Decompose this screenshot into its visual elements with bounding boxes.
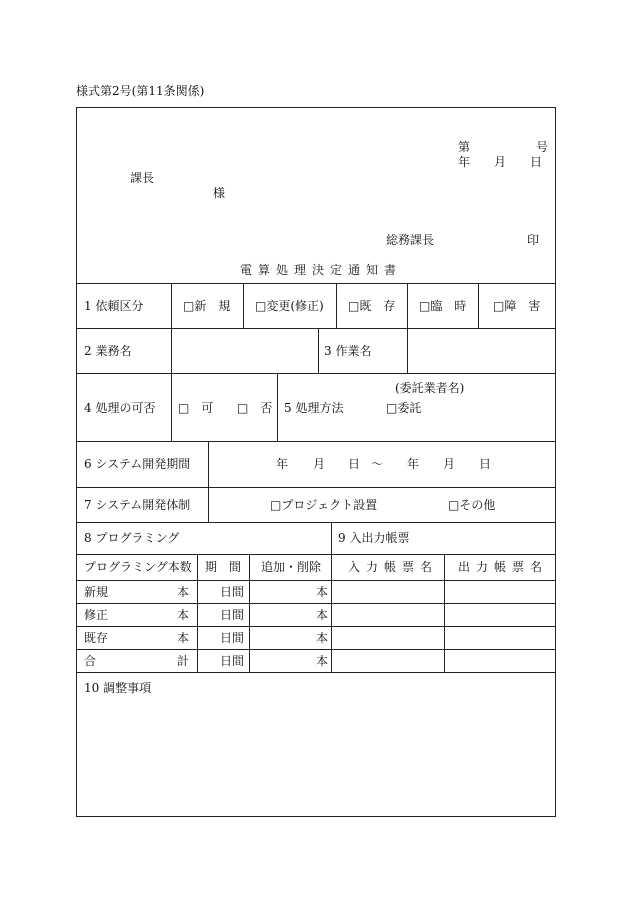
contractor-name-note: (委託業者名) <box>395 381 465 395</box>
request-type-new-checkbox[interactable]: □新 規 <box>183 299 231 313</box>
cell-divider <box>407 328 408 373</box>
feasibility-yes-checkbox[interactable]: □ 可 <box>178 401 214 415</box>
cell-divider <box>171 328 172 373</box>
table-row-period: 日間 <box>220 631 245 645</box>
cell-divider <box>171 283 172 328</box>
table-row-type: 修正 <box>84 608 109 622</box>
table-row-unit: 本 <box>177 608 190 622</box>
remarks-field[interactable] <box>78 698 554 814</box>
addressee-title: 課長 <box>130 171 155 185</box>
io-forms-label: 9 入出力帳票 <box>338 531 410 545</box>
dev-structure-project-checkbox[interactable]: □プロジェクト設置 <box>270 498 378 512</box>
table-row-add-delete: 本 <box>316 654 329 668</box>
programming-label: 8 プログラミング <box>84 531 180 545</box>
issuer-title: 総務課長 <box>386 233 435 247</box>
number-dai: 第 <box>458 140 471 154</box>
dev-period-to-month: 月 <box>443 457 456 471</box>
cell-divider <box>208 441 209 522</box>
dev-period-tilde: ～ <box>371 457 384 471</box>
cell-divider <box>444 554 445 672</box>
cell-divider <box>318 328 319 373</box>
row-divider <box>77 603 555 604</box>
form-box <box>76 107 556 817</box>
addressee-honorific: 様 <box>213 186 226 200</box>
request-type-change-checkbox[interactable]: □変更(修正) <box>255 299 324 313</box>
cell-divider <box>171 373 172 441</box>
feasibility-label: 4 処理の可否 <box>84 401 156 415</box>
cell-divider <box>336 283 337 328</box>
table-row-type: 既存 <box>84 631 109 645</box>
table-row-add-delete: 本 <box>316 585 329 599</box>
dev-period-to-year: 年 <box>407 457 420 471</box>
date-month: 月 <box>494 155 507 169</box>
row-divider <box>77 580 555 581</box>
outsource-checkbox[interactable]: □委託 <box>386 401 422 415</box>
table-row-add-delete: 本 <box>316 608 329 622</box>
table-row-type: 合 <box>84 654 97 668</box>
dev-period-to-day: 日 <box>479 457 492 471</box>
table-header-input-forms: 入力帳票名 <box>348 560 439 574</box>
dev-period-label: 6 システム開発期間 <box>84 457 191 471</box>
cell-divider <box>197 554 198 672</box>
request-type-label: 1 依頼区分 <box>84 299 144 313</box>
document-title: 電算処理決定通知書 <box>240 263 403 277</box>
row-divider <box>77 487 555 488</box>
dev-period-from-month: 月 <box>313 457 326 471</box>
table-row-type: 新規 <box>84 585 109 599</box>
table-header-output-forms: 出力帳票名 <box>458 560 549 574</box>
request-type-failure-checkbox[interactable]: □障 害 <box>493 299 541 313</box>
number-go: 号 <box>536 140 549 154</box>
dev-period-from-day: 日 <box>348 457 361 471</box>
dev-structure-other-checkbox[interactable]: □その他 <box>448 498 496 512</box>
cell-divider <box>407 283 408 328</box>
table-header-period: 期 間 <box>205 560 242 574</box>
cell-divider <box>478 283 479 328</box>
table-row-unit: 本 <box>177 631 190 645</box>
table-header-program-count: プログラミング本数 <box>84 560 192 574</box>
row-divider <box>77 626 555 627</box>
cell-divider <box>243 283 244 328</box>
row-divider <box>77 441 555 442</box>
dev-structure-label: 7 システム開発体制 <box>84 498 191 512</box>
table-row-unit: 計 <box>177 654 190 668</box>
processing-method-label: 5 処理方法 <box>284 401 344 415</box>
row-divider <box>77 522 555 523</box>
table-row-unit: 本 <box>177 585 190 599</box>
seal-mark: 印 <box>527 233 540 247</box>
table-row-add-delete: 本 <box>316 631 329 645</box>
remarks-label: 10 調整事項 <box>84 681 152 695</box>
cell-divider <box>331 522 332 672</box>
table-row-period: 日間 <box>220 608 245 622</box>
request-type-temporary-checkbox[interactable]: □臨 時 <box>419 299 467 313</box>
cell-divider <box>277 373 278 441</box>
table-header-add-delete: 追加・削除 <box>261 560 322 574</box>
form-style-label: 様式第2号(第11条関係) <box>76 84 205 98</box>
row-divider <box>77 672 555 673</box>
row-divider <box>77 373 555 374</box>
table-row-period: 日間 <box>220 585 245 599</box>
table-row-period: 日間 <box>220 654 245 668</box>
row-divider <box>77 649 555 650</box>
date-day: 日 <box>530 155 543 169</box>
request-type-existing-checkbox[interactable]: □既 存 <box>348 299 396 313</box>
row-divider <box>77 554 555 555</box>
date-year: 年 <box>458 155 471 169</box>
job-name-label: 3 作業名 <box>324 344 372 358</box>
business-name-label: 2 業務名 <box>84 344 132 358</box>
cell-divider <box>249 554 250 672</box>
row-divider <box>77 283 555 284</box>
feasibility-no-checkbox[interactable]: □ 否 <box>237 401 273 415</box>
row-divider <box>77 328 555 329</box>
dev-period-from-year: 年 <box>276 457 289 471</box>
